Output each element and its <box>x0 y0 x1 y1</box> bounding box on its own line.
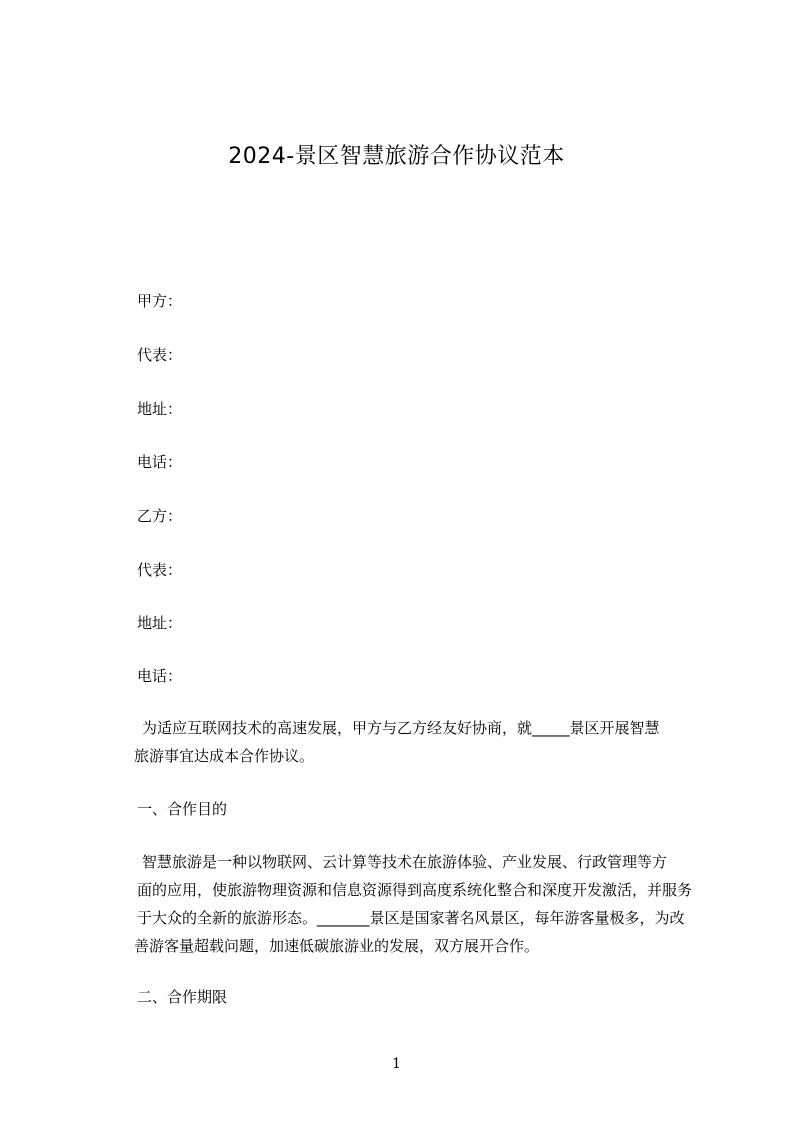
party-a-representative-label: 代表： <box>137 346 183 364</box>
intro-paragraph <box>134 714 703 770</box>
party-b-address-label: 地址： <box>137 614 183 632</box>
party-b-label: 乙方： <box>137 507 183 525</box>
purpose-line: 于大众的全新的旅游形态。_______景区是国家著名风景区，每年游客量极多，为改 <box>137 909 685 927</box>
party-a-phone-label: 电话： <box>137 453 183 471</box>
purpose-line: 面的应用，使旅游物理资源和信息资源得到高度系统化整合和深度开发激活，并服务 <box>137 881 693 899</box>
page-number: 1 <box>392 1056 401 1072</box>
section-heading-purpose: 一、合作目的 <box>137 800 228 818</box>
purpose-paragraph <box>134 848 703 960</box>
party-a-address-label: 地址： <box>137 400 183 418</box>
party-a-label: 甲方： <box>137 292 183 310</box>
document-title: 2024-景区智慧旅游合作协议范本 <box>228 144 565 169</box>
purpose-line: 智慧旅游是一种以物联网、云计算等技术在旅游体验、产业发展、行政管理等方 <box>142 853 668 871</box>
intro-line: 旅游事宜达成本合作协议。 <box>134 747 315 765</box>
intro-line: 为适应互联网技术的高速发展，甲方与乙方经友好协商，就_____景区开展智慧 <box>142 719 660 737</box>
party-b-phone-label: 电话： <box>137 667 183 685</box>
section-heading-term: 二、合作期限 <box>137 988 228 1006</box>
party-b-representative-label: 代表： <box>137 561 183 579</box>
purpose-line: 善游客量超载问题，加速低碳旅游业的发展，双方展开合作。 <box>134 937 540 955</box>
